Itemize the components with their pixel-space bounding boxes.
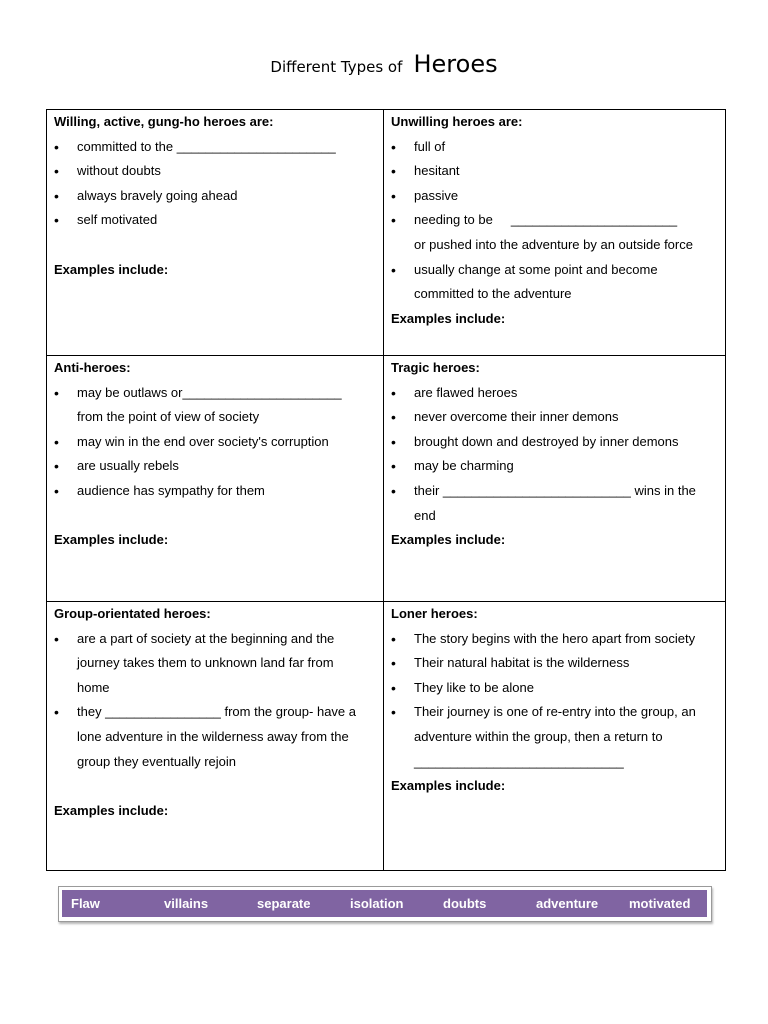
word-bank-frame (58, 886, 712, 922)
list-item-line: Their journey is one of re-entry into the group, an (414, 704, 696, 720)
cell-heading: Group-orientated heroes: (54, 606, 211, 621)
list-item: • their __________________________ wins in the end (391, 479, 719, 528)
cell-loner-heroes (384, 602, 726, 871)
list-item-continuation: from the point of view of society (77, 409, 260, 425)
list-item-line: are a part of society at the beginning and the (77, 630, 335, 646)
word-bank-word: Flaw (71, 896, 100, 911)
cell-unwilling-heroes (384, 110, 726, 356)
cell-anti-heroes (47, 356, 384, 602)
examples-label: Examples include: (391, 310, 506, 326)
list-item-line: journey takes them to unknown land far from (77, 655, 334, 671)
list-item: • self motivated (54, 208, 377, 233)
bullet-list (391, 258, 719, 283)
list-item-continuation: or pushed into the adventure by an outside force (414, 236, 693, 252)
word-bank-word: isolation (350, 896, 404, 911)
list-item: • They like to be alone (391, 676, 719, 701)
list-item: • may win in the end over society's corruption (54, 430, 377, 455)
list-item: • usually change at some point and become (391, 258, 719, 283)
list-item: • are usually rebels (54, 454, 377, 479)
examples-label: Examples include: (54, 802, 169, 818)
list-item: • may be outlaws or______________________ (54, 381, 377, 406)
list-item-line: _____________________________ (414, 753, 624, 769)
cell-tragic-heroes (384, 356, 726, 602)
list-item (54, 700, 377, 774)
cell-heading: Unwilling heroes are: (391, 114, 523, 129)
cell-heading: Tragic heroes: (391, 360, 480, 375)
list-item-line: adventure within the group, then a return to (414, 728, 663, 744)
list-item (391, 700, 719, 774)
list-item: • always bravely going ahead (54, 184, 377, 209)
list-item: • passive (391, 184, 719, 209)
examples-label: Examples include: (54, 261, 169, 277)
word-bank (62, 890, 707, 917)
cell-heading: Willing, active, gung-ho heroes are: (54, 114, 274, 129)
bullet-list (391, 135, 719, 233)
bullet-list (391, 627, 719, 775)
cell-group-heroes (47, 602, 384, 871)
title-main: Heroes (413, 50, 498, 78)
list-item: • Their natural habitat is the wilderness (391, 651, 719, 676)
bullet-list (54, 430, 377, 504)
list-item: • full of (391, 135, 719, 160)
word-bank-word: villains (164, 896, 209, 911)
examples-label: Examples include: (54, 532, 169, 548)
title-prefix: Different Types of (270, 58, 403, 76)
examples-label: Examples include: (391, 532, 506, 548)
list-item-line: group they eventually rejoin (77, 753, 236, 769)
bullet-list (54, 627, 377, 775)
cell-willing-heroes (47, 110, 384, 356)
list-item: • brought down and destroyed by inner demons (391, 430, 719, 455)
page-title (0, 50, 768, 78)
hero-types-table (46, 109, 726, 871)
list-item-line: home (77, 679, 110, 695)
word-bank-word: adventure (536, 896, 599, 911)
bullet-list (391, 381, 719, 529)
bullet-list (54, 135, 377, 233)
word-bank-word: motivated (629, 896, 691, 911)
list-item: • The story begins with the hero apart from society (391, 627, 719, 652)
list-item: • committed to the ______________________ (54, 135, 377, 160)
list-item: • are flawed heroes (391, 381, 719, 406)
list-item: • audience has sympathy for them (54, 479, 377, 504)
cell-heading: Anti-heroes: (54, 360, 131, 375)
list-item: • without doubts (54, 159, 377, 184)
examples-label: Examples include: (391, 778, 506, 794)
list-item: • needing to be _______________________ (391, 208, 719, 233)
list-item-line: lone adventure in the wilderness away from the (77, 728, 349, 744)
list-item: • hesitant (391, 159, 719, 184)
list-item: • never overcome their inner demons (391, 405, 719, 430)
cell-heading: Loner heroes: (391, 606, 478, 621)
list-item: • may be charming (391, 454, 719, 479)
bullet-list (54, 381, 377, 406)
word-bank-word: doubts (443, 896, 487, 911)
list-item (54, 627, 377, 701)
word-bank-word: separate (257, 896, 311, 911)
list-item-continuation: committed to the adventure (414, 286, 572, 302)
list-item-line: they ________________ from the group- have a (77, 704, 356, 720)
